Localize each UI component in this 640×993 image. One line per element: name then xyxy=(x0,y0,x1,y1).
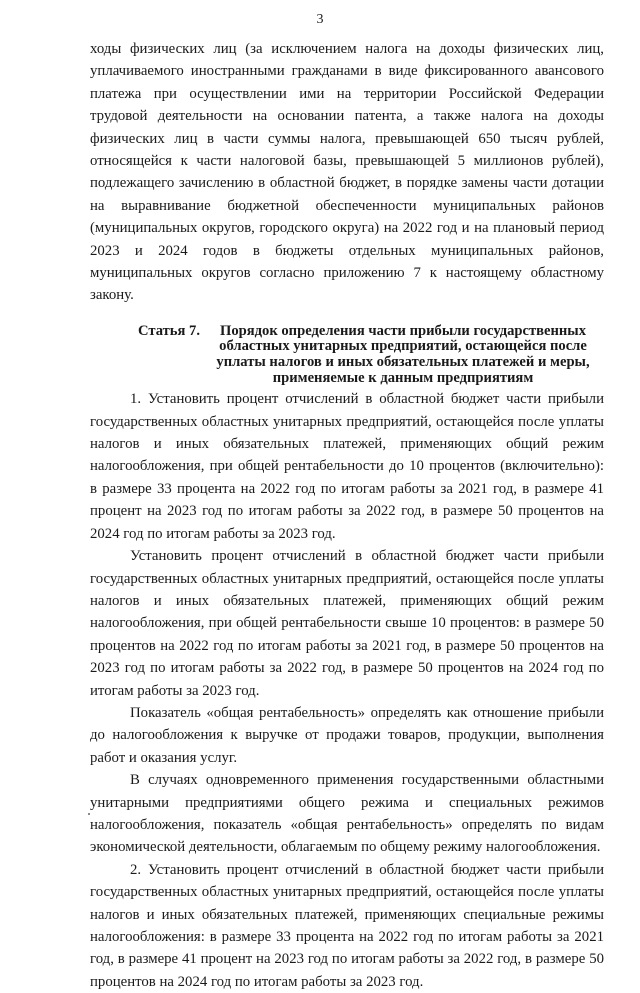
paragraph-5: 2. Установить процент отчислений в областной бюджет части прибыли государственных областных унитарных предприятий, остающейся после уплаты налогов и иных обязательных платежей, применяющих специальные режимы налогообложения: в размере 33 процента на 2022 год по итогам работы за 2021 год, в размере 41 процент на 2023 год по итогам работы за 2022 год, в размере 50 процентов на 2024 год по итогам работы за 2023 год. xyxy=(90,861,604,990)
scan-speck xyxy=(88,813,90,815)
article-title: Порядок определения части прибыли государственных областных унитарных предприятий, остающейся после уплаты налогов и иных обязательных платежей и меры, применяемые к данным предприятиям xyxy=(216,322,590,386)
page-number: 3 xyxy=(316,12,324,27)
document-body xyxy=(90,38,604,993)
paragraph-1: 1. Установить процент отчислений в областной бюджет части прибыли государственных областных унитарных предприятий, остающейся после уплаты налогов и иных обязательных платежей, применяющих общий режим налогообложения, при общей рентабельности до 10 процентов (включительно): в размере 33 процента на 2022 год по итогам работы за 2021 год, в размере 41 процент на 2023 год по итогам работы за 2022 год, в размере 50 процентов на 2024 год по итогам работы за 2023 год. xyxy=(90,391,604,542)
article-heading xyxy=(90,324,604,386)
article-number: Статья 7. xyxy=(138,322,200,339)
paragraph-4: В случаях одновременного применения государственными областными унитарными предприятиями общего режима и специальных режимов налогообложения, показатель «общая рентабельность» определять по видам экономической деятельности, облагаемым по общему режиму налогообложения. xyxy=(90,772,604,856)
intro-paragraph: ходы физических лиц (за исключением налога на доходы физических лиц, уплачиваемого иностранными гражданами в виде фиксированного авансового платежа при осуществлении ими на территории Российской Федерации трудовой деятельности на основании патента, а также налога на доходы физических лиц в части суммы налога, превышающей 650 тысяч рублей, относящейся к части налоговой базы, превышающей 5 миллионов рублей), подлежащего зачислению в областной бюджет, в порядке замены части дотации на выравнивание бюджетной обеспеченности муниципальных районов (муниципальных округов, городского округа) на 2022 год и на плановый период 2023 и 2024 годов в бюджеты отдельных муниципальных районов, муниципальных округов согласно приложению 7 к настоящему областному закону. xyxy=(90,41,604,304)
paragraph-3: Показатель «общая рентабельность» определять как отношение прибыли до налогообложения к выручке от продажи товаров, продукции, выполнения работ и оказания услуг. xyxy=(90,704,604,766)
paragraph-2: Установить процент отчислений в областной бюджет части прибыли государственных областных унитарных предприятий, остающейся после уплаты налогов и иных обязательных платежей, применяющих общий режим налогообложения, при общей рентабельности свыше 10 процентов: в размере 50 процентов на 2022 год по итогам работы за 2021 год, в размере 50 процентов на 2023 год по итогам работы за 2022 год, в размере 50 процентов на 2024 год по итогам работы за 2023 год. xyxy=(90,548,604,699)
